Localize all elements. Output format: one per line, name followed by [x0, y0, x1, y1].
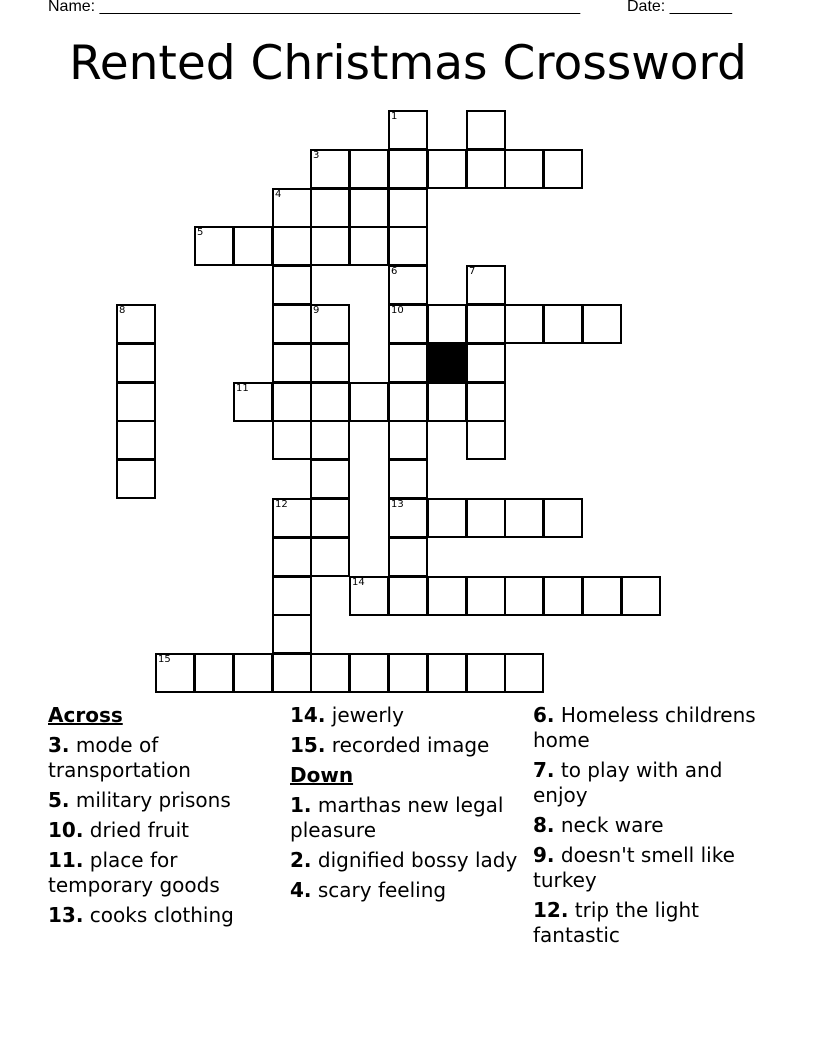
- grid-cell[interactable]: [543, 576, 583, 616]
- clue: [290, 703, 530, 728]
- grid-cell[interactable]: [194, 226, 234, 266]
- cell-number: 1: [391, 111, 398, 122]
- grid-cell[interactable]: [543, 498, 583, 538]
- clue: [290, 793, 530, 843]
- grid-cell[interactable]: [272, 420, 312, 460]
- clue: [48, 848, 288, 898]
- clue-text: dignified bossy lady: [317, 848, 518, 872]
- grid-cell[interactable]: [504, 149, 544, 189]
- grid-cell[interactable]: [272, 265, 312, 305]
- cell-number: 5: [197, 227, 204, 238]
- clue: [290, 878, 530, 903]
- clue-text: recorded image: [331, 733, 490, 757]
- grid-cell[interactable]: [116, 304, 156, 344]
- clue-number: 7.: [533, 758, 555, 782]
- cell-number: 12: [275, 499, 288, 510]
- clue-text: neck ware: [560, 813, 664, 837]
- clue: [290, 848, 530, 873]
- clue-text: place for temporary goods: [48, 848, 220, 897]
- clue: [290, 733, 530, 758]
- grid-cell[interactable]: [466, 110, 506, 150]
- grid-cell[interactable]: [272, 343, 312, 383]
- grid-cell[interactable]: [233, 653, 273, 693]
- grid-cell[interactable]: [504, 498, 544, 538]
- grid-cell[interactable]: [388, 420, 428, 460]
- grid-cell[interactable]: [466, 149, 506, 189]
- grid-cell[interactable]: [310, 537, 350, 577]
- grid-cell[interactable]: [272, 226, 312, 266]
- grid-cell[interactable]: [388, 537, 428, 577]
- clue-number: 8.: [533, 813, 555, 837]
- grid-cell[interactable]: [310, 343, 350, 383]
- grid-cell[interactable]: [466, 343, 506, 383]
- clue: [533, 813, 773, 838]
- cell-number: 14: [352, 577, 365, 588]
- grid-cell[interactable]: [466, 576, 506, 616]
- cell-number: 6: [391, 266, 398, 277]
- clue-text: to play with and enjoy: [533, 758, 723, 807]
- grid-cell[interactable]: [310, 149, 350, 189]
- grid-cell[interactable]: [543, 149, 583, 189]
- date-line[interactable]: _______: [669, 0, 732, 15]
- cell-number: 4: [275, 189, 282, 200]
- grid-cell[interactable]: [388, 382, 428, 422]
- grid-cell[interactable]: [349, 226, 389, 266]
- down-heading: Down: [290, 763, 354, 787]
- grid-cell[interactable]: [621, 576, 661, 616]
- clue: [48, 788, 288, 813]
- grid-cell[interactable]: [349, 382, 389, 422]
- grid-cell[interactable]: [349, 188, 389, 228]
- clue-number: 4.: [290, 878, 312, 902]
- grid-cell[interactable]: [388, 653, 428, 693]
- clue-text: trip the light fantastic: [533, 898, 699, 947]
- grid-cell[interactable]: [388, 226, 428, 266]
- clue-number: 11.: [48, 848, 84, 872]
- grid-cell[interactable]: [427, 149, 467, 189]
- grid-cell[interactable]: [466, 498, 506, 538]
- cell-number: 9: [313, 305, 320, 316]
- grid-cell[interactable]: [233, 226, 273, 266]
- clue-number: 5.: [48, 788, 70, 812]
- grid-cell[interactable]: [504, 304, 544, 344]
- grid-cell[interactable]: [272, 614, 312, 654]
- cell-number: 3: [313, 150, 320, 161]
- grid-block: [427, 343, 467, 383]
- cell-number: 11: [236, 383, 249, 394]
- grid-cell[interactable]: [504, 653, 544, 693]
- grid-cell[interactable]: [116, 420, 156, 460]
- across-heading: Across: [48, 703, 123, 727]
- grid-cell[interactable]: [272, 653, 312, 693]
- grid-cell[interactable]: [310, 226, 350, 266]
- clue: [533, 758, 773, 808]
- grid-cell[interactable]: [116, 459, 156, 499]
- grid-cell[interactable]: [310, 459, 350, 499]
- clues-column-2: [290, 703, 530, 908]
- clue-number: 15.: [290, 733, 326, 757]
- grid-cell[interactable]: [582, 576, 622, 616]
- grid-cell[interactable]: [388, 304, 428, 344]
- name-line[interactable]: ______________________________________________________: [99, 0, 581, 15]
- clue-number: 9.: [533, 843, 555, 867]
- grid-cell[interactable]: [272, 498, 312, 538]
- grid-cell[interactable]: [349, 653, 389, 693]
- puzzle-title: Rented Christmas Crossword: [69, 36, 747, 91]
- grid-cell[interactable]: [310, 498, 350, 538]
- clues-column-3: [533, 703, 773, 953]
- clue-text: jewerly: [331, 703, 404, 727]
- clue-text: cooks clothing: [89, 903, 234, 927]
- grid-cell[interactable]: [310, 420, 350, 460]
- clue-number: 12.: [533, 898, 569, 922]
- grid-cell[interactable]: [272, 382, 312, 422]
- grid-cell[interactable]: [582, 304, 622, 344]
- grid-cell[interactable]: [388, 498, 428, 538]
- grid-cell[interactable]: [349, 149, 389, 189]
- clue-number: 6.: [533, 703, 555, 727]
- grid-cell[interactable]: [388, 188, 428, 228]
- grid-cell[interactable]: [427, 498, 467, 538]
- grid-cell[interactable]: [466, 382, 506, 422]
- clue-text: Homeless childrens home: [533, 703, 756, 752]
- clue-number: 3.: [48, 733, 70, 757]
- clues-column-1: [48, 703, 288, 933]
- cell-number: 15: [158, 654, 171, 665]
- grid-cell[interactable]: [233, 382, 273, 422]
- grid-cell[interactable]: [272, 188, 312, 228]
- grid-cell[interactable]: [194, 653, 234, 693]
- clue-text: doesn't smell like turkey: [533, 843, 735, 892]
- clue-text: mode of transportation: [48, 733, 191, 782]
- grid-cell[interactable]: [466, 653, 506, 693]
- clue: [48, 818, 288, 843]
- grid-cell[interactable]: [116, 343, 156, 383]
- grid-cell[interactable]: [543, 304, 583, 344]
- clue-text: scary feeling: [317, 878, 447, 902]
- grid-cell[interactable]: [427, 304, 467, 344]
- grid-cell[interactable]: [349, 576, 389, 616]
- clue-number: 14.: [290, 703, 326, 727]
- date-label: Date:: [627, 0, 666, 15]
- clue-text: marthas new legal pleasure: [290, 793, 504, 842]
- grid-cell[interactable]: [155, 653, 195, 693]
- grid-cell[interactable]: [388, 149, 428, 189]
- clue-number: 2.: [290, 848, 312, 872]
- clue: [533, 898, 773, 948]
- clue-number: 1.: [290, 793, 312, 817]
- grid-cell[interactable]: [427, 653, 467, 693]
- grid-cell[interactable]: [310, 304, 350, 344]
- clue-text: military prisons: [75, 788, 231, 812]
- grid-cell[interactable]: [116, 382, 156, 422]
- grid-cell[interactable]: [272, 304, 312, 344]
- grid-cell[interactable]: [466, 304, 506, 344]
- clue-text: dried fruit: [89, 818, 189, 842]
- grid-cell[interactable]: [427, 576, 467, 616]
- grid-cell[interactable]: [272, 576, 312, 616]
- grid-cell[interactable]: [466, 265, 506, 305]
- cell-number: 10: [391, 305, 404, 316]
- grid-cell[interactable]: [310, 653, 350, 693]
- grid-cell[interactable]: [310, 382, 350, 422]
- grid-cell[interactable]: [388, 265, 428, 305]
- grid-cell[interactable]: [427, 382, 467, 422]
- grid-cell[interactable]: [388, 343, 428, 383]
- grid-cell[interactable]: [272, 537, 312, 577]
- clue: [48, 733, 288, 783]
- cell-number: 8: [119, 305, 126, 316]
- grid-cell[interactable]: [466, 420, 506, 460]
- clue-number: 13.: [48, 903, 84, 927]
- grid-cell[interactable]: [504, 576, 544, 616]
- clue: [533, 843, 773, 893]
- grid-cell[interactable]: [388, 459, 428, 499]
- name-label: Name:: [48, 0, 96, 15]
- grid-cell[interactable]: [388, 110, 428, 150]
- grid-cell[interactable]: [310, 188, 350, 228]
- clue: [533, 703, 773, 753]
- cell-number: 7: [469, 266, 476, 277]
- clue: [48, 903, 288, 928]
- clue-number: 10.: [48, 818, 84, 842]
- grid-cell[interactable]: [388, 576, 428, 616]
- cell-number: 13: [391, 499, 404, 510]
